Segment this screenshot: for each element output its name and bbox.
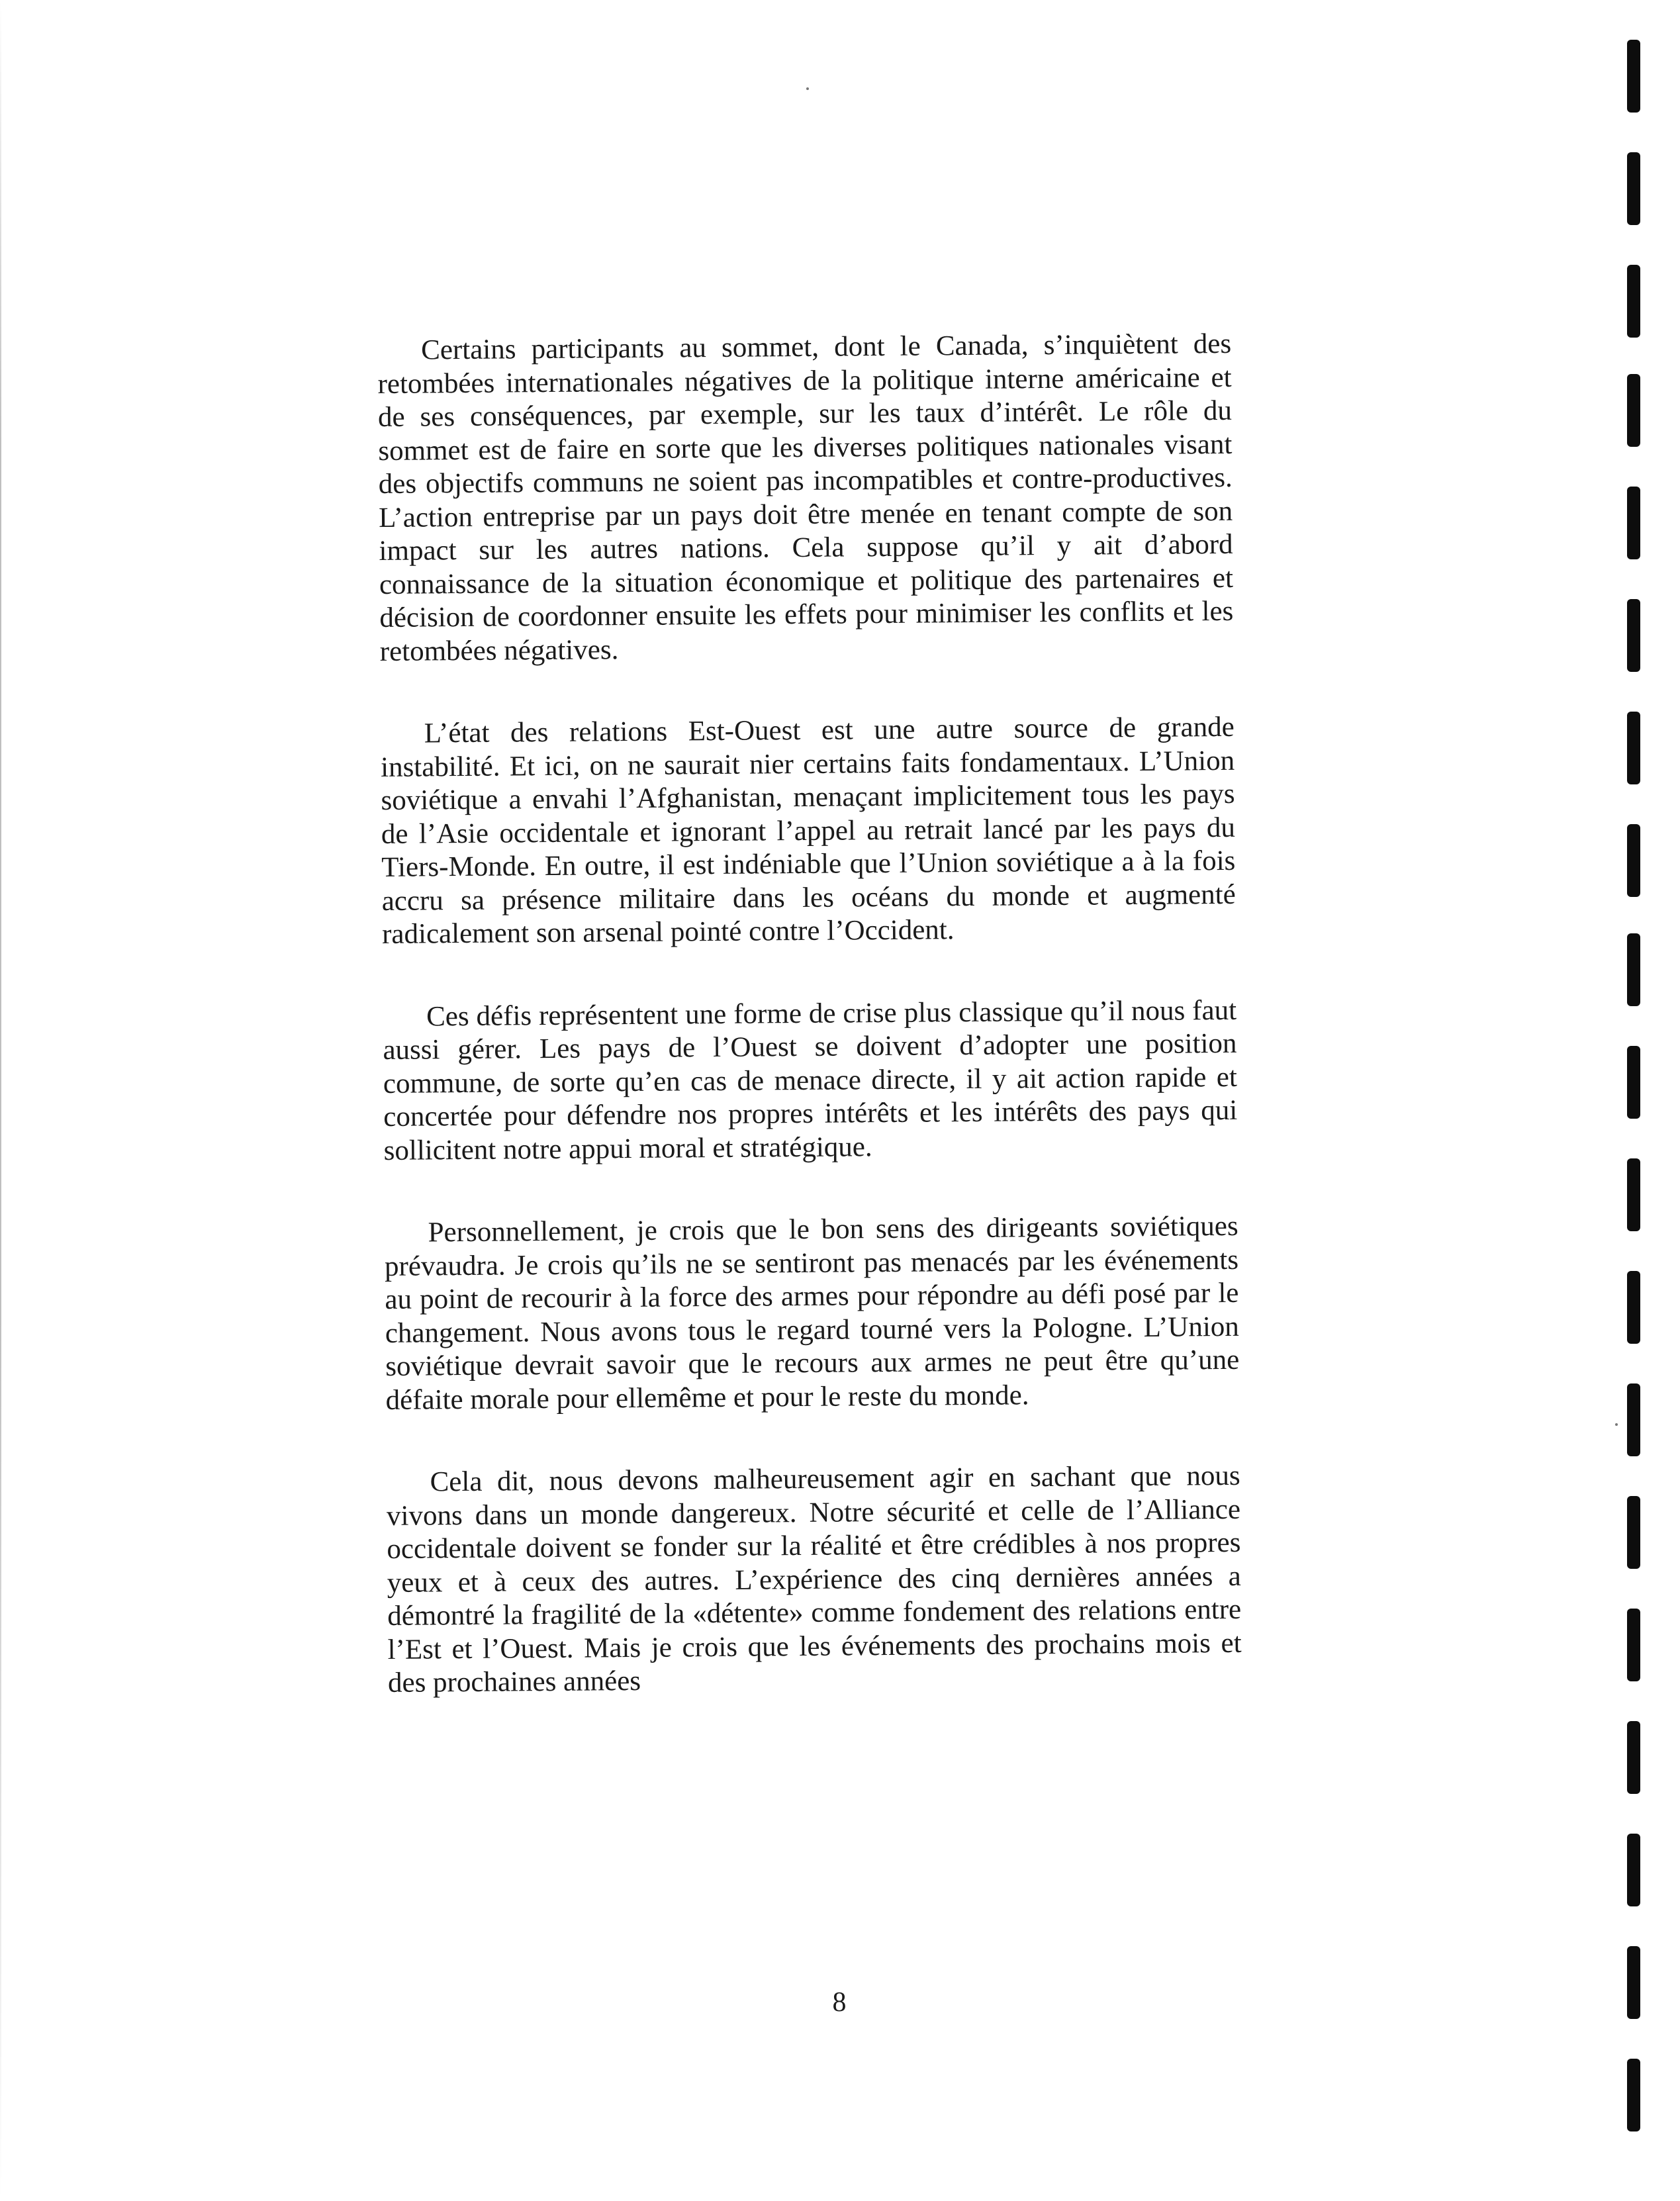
binding-mark — [1627, 599, 1640, 672]
binding-mark — [1627, 2059, 1640, 2131]
binding-mark — [1627, 1834, 1640, 1906]
page-number: 8 — [832, 1987, 847, 2018]
paragraph-4: Personnellement, je crois que le bon sens des dirigeants soviétiques prévaudra. Je crois qu’ils ne se sentiront pas menacés par les événements au point de recourir à la force des armes pour répondre au défi posé par le changement. Nous avons tous le regard tourné vers la Pologne. L’Union soviétique devrait savoir que le recours aux armes ne peut être qu’une défaite morale pour ellemême et pour le reste du monde. — [384, 1210, 1240, 1416]
binding-mark — [1627, 1046, 1640, 1119]
paragraph-5: Cela dit, nous devons malheureusement agir en sachant que nous vivons dans un monde dangereux. Notre sécurité et celle de l’Alliance occidentale doivent se fonder sur la réalité et être crédibles à nos propres yeux et à ceux des autres. L’expérience des cinq dernières années a démontré la fragilité de la «détente» comme fondement des relations entre l’Est et l’Ouest. Mais je crois que les événements des prochains mois et des prochaines années — [386, 1460, 1242, 1699]
binding-mark — [1627, 712, 1640, 784]
binding-mark — [1627, 1609, 1640, 1681]
paragraph-2: L’état des relations Est-Ouest est une autre source de grande instabilité. Et ici, on ne saurait nier certains faits fondamentaux. L’Union soviétique a envahi l’Afghanistan, menaçant implicitement tous les pays de l’Asie occidentale et ignorant l’appel au retrait lancé par les pays du Tiers-Monde. En outre, il est indéniable que l’Union soviétique a à la fois accru sa présence militaire dans les océans du monde et augmenté radicalement son arsenal pointé contre l’Occident. — [380, 711, 1236, 950]
binding-mark — [1627, 824, 1640, 897]
binding-mark — [1627, 1158, 1640, 1231]
binding-mark — [1627, 374, 1640, 447]
binding-mark — [1627, 265, 1640, 338]
binding-mark — [1627, 40, 1640, 113]
binding-mark — [1627, 1271, 1640, 1344]
body-text — [377, 328, 1242, 1750]
binding-mark — [1627, 933, 1640, 1006]
binding-mark — [1627, 1383, 1640, 1456]
binding-marks — [1601, 0, 1680, 2201]
binding-mark — [1627, 1496, 1640, 1569]
scan-edge-line — [0, 0, 1, 2201]
binding-mark — [1627, 152, 1640, 225]
binding-mark — [1627, 1721, 1640, 1794]
scan-speck — [806, 87, 809, 90]
binding-mark — [1627, 1946, 1640, 2019]
paragraph-1: Certains participants au sommet, dont le Canada, s’inquiètent des retombées internationales négatives de la politique interne américaine et de ses conséquences, par exemple, sur les taux d’intérêt. Le rôle du sommet est de faire en sorte que les diverses politiques nationales visant des objectifs communs ne soient pas incompatibles et contre-productives. L’action entreprise par un pays doit être menée en tenant compte de son impact sur les autres nations. Cela suppose qu’il y ait d’abord connaissance de la situation économique et politique des partenaires et décision de coordonner ensuite les effets pour minimiser les conflits et les retombées négatives. — [377, 328, 1234, 667]
paragraph-3: Ces défis représentent une forme de crise plus classique qu’il nous faut aussi gérer. Les pays de l’Ouest se doivent d’adopter une position commune, de sorte qu’en cas de menace directe, il y ait action rapide et concertée pour défendre nos propres intérêts et les intérêts des pays qui sollicitent notre appui moral et stratégique. — [383, 994, 1238, 1166]
binding-mark — [1627, 487, 1640, 559]
